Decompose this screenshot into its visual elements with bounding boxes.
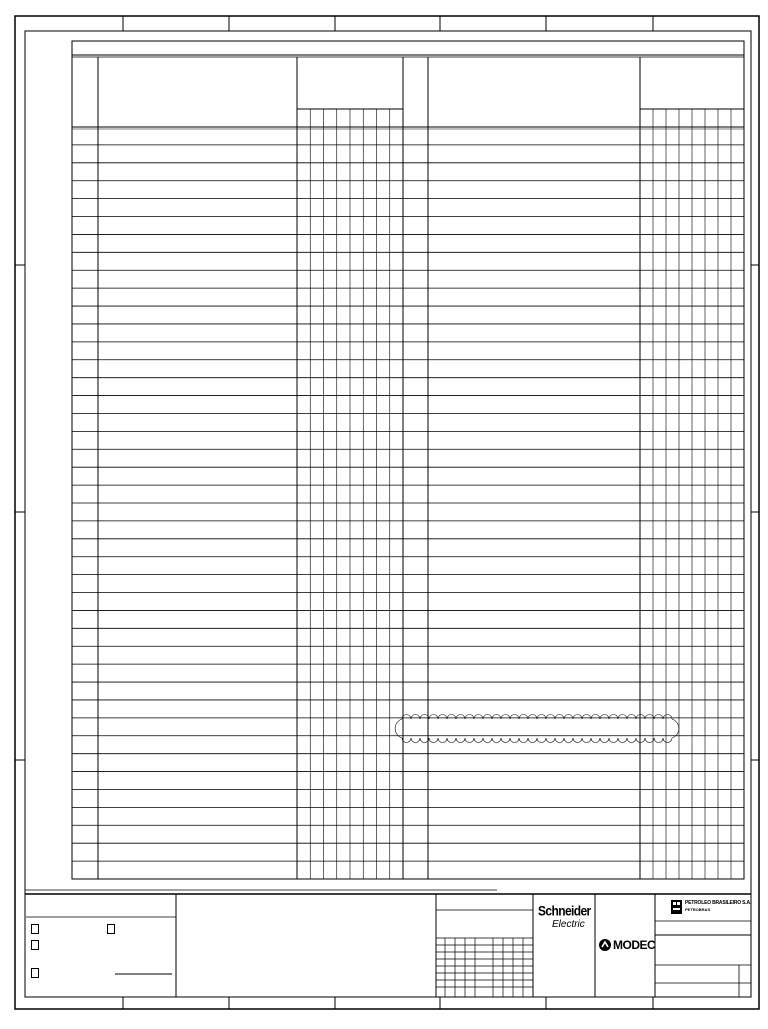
petrobras-logo xyxy=(671,899,751,917)
cloud-arc-bottom xyxy=(627,738,636,743)
cloud-arc-top xyxy=(474,715,483,720)
cloud-arc-top xyxy=(537,715,546,720)
inner-border xyxy=(25,31,751,997)
cloud-arc-bottom xyxy=(438,738,447,743)
cloud-arc-top xyxy=(420,715,429,720)
checkbox-1[interactable] xyxy=(31,924,39,934)
cloud-arc-bottom xyxy=(510,738,519,743)
cloud-arc-left xyxy=(395,719,402,738)
checkbox-3[interactable] xyxy=(31,940,39,950)
petrobras-logo-line2: PETROBRAS xyxy=(685,907,711,912)
cloud-arc-top xyxy=(627,715,636,720)
cloud-arc-bottom xyxy=(618,738,627,743)
cloud-arc-bottom xyxy=(555,738,564,743)
cloud-arc-bottom xyxy=(636,738,645,743)
cloud-arc-bottom xyxy=(429,738,438,743)
cloud-arc-bottom xyxy=(600,738,609,743)
table-grid xyxy=(72,57,744,879)
cloud-arc-bottom xyxy=(573,738,582,743)
zone-ticks-top xyxy=(123,16,653,31)
cloud-arc-bottom xyxy=(609,738,618,743)
cloud-arc-top xyxy=(519,715,528,720)
cloud-arc-bottom xyxy=(483,738,492,743)
cloud-arc-top xyxy=(618,715,627,720)
revision-list-table xyxy=(72,41,744,879)
cloud-arc-bottom xyxy=(564,738,573,743)
cloud-arc-top xyxy=(636,715,645,720)
cloud-arc-bottom xyxy=(528,738,537,743)
cloud-arc-bottom xyxy=(537,738,546,743)
schneider-logo-line1: Schneider xyxy=(538,902,591,920)
cloud-arc-bottom xyxy=(474,738,483,743)
title-revision-grid xyxy=(436,938,533,997)
cloud-arc-bottom xyxy=(492,738,501,743)
cloud-arc-bottom xyxy=(663,738,672,743)
cloud-arc-bottom xyxy=(654,738,663,743)
cloud-arc-top xyxy=(483,715,492,720)
cloud-arc-top xyxy=(654,715,663,720)
checkbox-2[interactable] xyxy=(107,924,115,934)
cloud-arc-top xyxy=(438,715,447,720)
modec-logo xyxy=(598,935,654,955)
schneider-logo-line2: Electric xyxy=(552,919,585,930)
cloud-arc-top xyxy=(600,715,609,720)
cloud-arc-bottom xyxy=(645,738,654,743)
cloud-arc-top xyxy=(591,715,600,720)
cloud-arc-bottom xyxy=(501,738,510,743)
cloud-arc-top xyxy=(573,715,582,720)
cloud-arc-bottom xyxy=(402,738,411,743)
outer-border xyxy=(15,16,759,1009)
petrobras-emblem-icon xyxy=(671,900,682,914)
cloud-arc-right xyxy=(672,719,679,738)
cloud-arc-top xyxy=(609,715,618,720)
cloud-arc-top xyxy=(663,715,672,720)
cloud-arc-bottom xyxy=(591,738,600,743)
cloud-arc-top xyxy=(402,715,411,720)
cloud-arc-bottom xyxy=(411,738,420,743)
cloud-arc-bottom xyxy=(582,738,591,743)
cloud-arc-top xyxy=(582,715,591,720)
cloud-arc-top xyxy=(456,715,465,719)
cloud-arc-top xyxy=(546,715,555,720)
petrobras-logo-line1: PETROLEO BRASILEIRO S.A. xyxy=(685,900,752,906)
cloud-arc-top xyxy=(411,715,420,720)
cloud-arc-top xyxy=(429,715,438,720)
cloud-arc-top xyxy=(492,715,501,720)
zone-ticks-bottom xyxy=(123,997,653,1009)
cloud-arc-top xyxy=(645,715,654,720)
cloud-arc-bottom xyxy=(519,738,528,743)
cloud-arc-bottom xyxy=(546,738,555,743)
cloud-arc-top xyxy=(528,715,537,720)
cloud-arc-bottom xyxy=(465,738,474,743)
cloud-arc-top xyxy=(465,715,474,720)
cloud-arc-top xyxy=(555,715,564,720)
cloud-arc-bottom xyxy=(456,738,465,742)
revision-cloud-icon xyxy=(388,712,682,745)
cloud-arc-top xyxy=(447,715,456,720)
cloud-arc-top xyxy=(564,715,573,720)
modec-emblem-icon xyxy=(598,938,612,952)
zone-ticks-sides xyxy=(15,265,759,760)
cloud-arc-top xyxy=(501,715,510,720)
cloud-arc-top xyxy=(510,715,519,720)
modec-logo-text: MODEC xyxy=(613,938,656,952)
cloud-arc-bottom xyxy=(420,738,429,743)
schneider-electric-logo xyxy=(538,902,593,945)
cloud-arc-bottom xyxy=(447,738,456,743)
checkbox-4[interactable] xyxy=(31,968,39,978)
